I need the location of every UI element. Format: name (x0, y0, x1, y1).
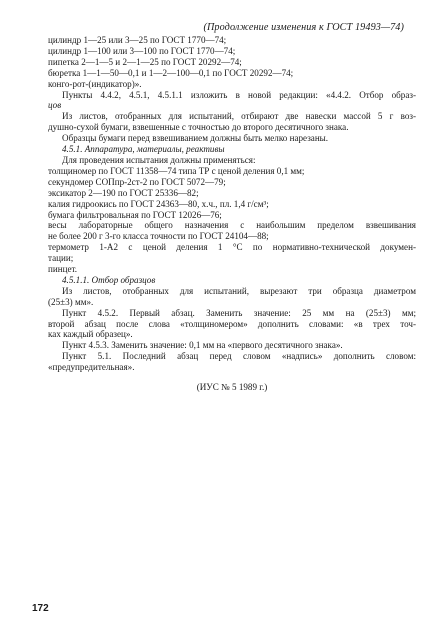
text-line: секундомер СОПпр-2ст-2 по ГОСТ 5072—79; (48, 176, 226, 187)
text-line: пипетка 2—1—5 и 2—1—25 по ГОСТ 20292—74; (48, 56, 242, 67)
text-line: не более 200 г 3-го класса точности по ГОСТ 24104—88; (48, 231, 269, 242)
text-line: Пункт 5.1. Последний абзац перед словом «надпись» дополнить словом: (62, 351, 416, 362)
text-line: 4.5.1.1. Отбор образцов (62, 274, 156, 285)
text-line: конго-рот-(индикатор)». (48, 78, 142, 89)
text-line: бумага фильтровальная по ГОСТ 12026—76; (48, 209, 222, 220)
text-line: цилиндр 1—25 или 3—25 по ГОСТ 1770—74; (48, 35, 227, 45)
text-line: тации; (48, 253, 74, 264)
document-body (48, 35, 416, 393)
text-line: весы лабораторные общего назначения с наибольшим пределом взвешивания (48, 220, 416, 231)
text-line: Из листов, отобранных для испытаний, вырезают три образца диаметром (62, 285, 416, 296)
text-line: (25±3) мм». (48, 296, 94, 307)
text-line: Пункты 4.4.2, 4.5.1, 4.5.1.1 изложить в новой редакции: «4.4.2. Отбор образ- (62, 89, 416, 100)
page-number: 172 (32, 603, 49, 614)
text-line: второй абзац после слова «толщиномером» дополнить словами: «в трех точ- (48, 318, 416, 329)
text-line: пинцет. (48, 264, 78, 275)
text-line: цов (48, 100, 62, 111)
page-header: (Продолжение изменения к ГОСТ 19493—74) (203, 22, 404, 33)
text-line: цилиндр 1—100 или 3—100 по ГОСТ 1770—74; (48, 45, 236, 56)
text-line: Пункт 4.5.3. Заменить значение: 0,1 мм на «первого десятичного знака». (62, 340, 343, 351)
text-line: Образцы бумаги перед взвешиванием должны быть мелко нарезаны. (62, 133, 329, 144)
text-line: эксикатор 2—190 по ГОСТ 25336—82; (48, 187, 199, 198)
text-line: «предупредительная». (48, 362, 135, 373)
text-line: Пункт 4.5.2. Первый абзац. Заменить значение: 25 мм на (25±3) мм; (62, 307, 416, 318)
text-line: термометр 1-А2 с ценой деления 1 °С по нормативно-технической докумен- (48, 242, 416, 253)
text-line: Из листов, отобранных для испытаний, отбирают две навески массой 5 г воз- (62, 111, 416, 122)
source-note: (ИУС № 5 1989 г.) (196, 382, 268, 393)
text-line: бюретка 1—1—50—0,1 и 1—2—100—0,1 по ГОСТ 20292—74; (48, 67, 294, 78)
text-line: душно-сухой бумаги, взвешенные с точностью до второго десятичного знака. (48, 122, 349, 133)
text-line: калия гидроокись по ГОСТ 24363—80, х.ч., пл. 1,4 г/см³; (48, 198, 269, 209)
text-line: толщиномер по ГОСТ 11358—74 типа ТР с ценой деления 0,1 мм; (48, 165, 305, 176)
text-line: Для проведения испытания должны применяться: (62, 154, 256, 165)
text-line: ках каждый образец». (48, 329, 133, 340)
text-line: 4.5.1. Аппаратура, материалы, реактивы (62, 144, 225, 155)
